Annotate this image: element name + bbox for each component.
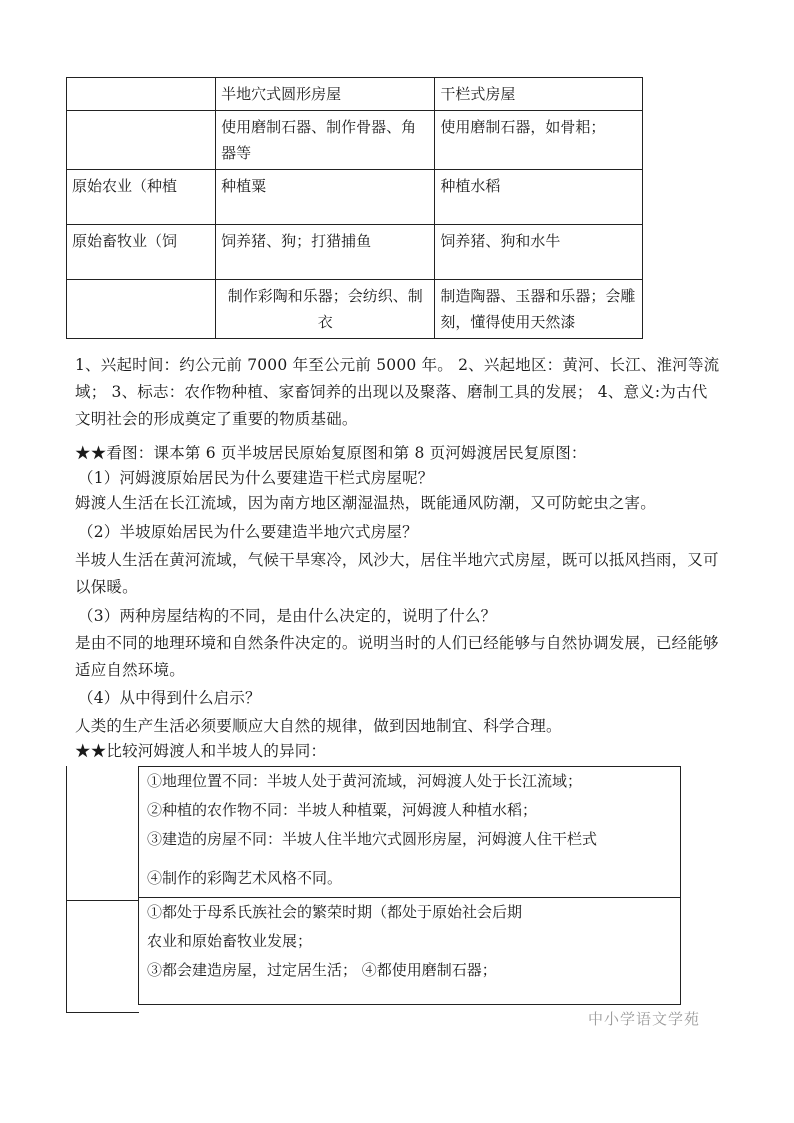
cell-banpo: 制作彩陶和乐器；会纺织、制衣 — [216, 280, 435, 339]
answer-3: 是由不同的地理环境和自然条件决定的。说明当时的人们已经能够与自然协调发展，已经能够适应自然环境。 — [75, 634, 719, 679]
row-label: 原始农业（种植 — [67, 170, 216, 225]
row-label — [67, 111, 216, 170]
question-3: （3）两种房屋结构的不同，是由什么决定的，说明了什么？ — [78, 607, 497, 625]
difference-item: ①地理位置不同：半坡人处于黄河流域，河姆渡人处于长江流域； — [147, 772, 583, 790]
compare-label-divider — [66, 900, 138, 901]
differences-row — [139, 767, 681, 898]
difference-spacer — [147, 854, 672, 864]
row-label: 原始畜牧业（饲 — [67, 225, 216, 280]
difference-item: ③建造的房屋不同：半坡人住半地穴式圆形房屋，河姆渡人住干栏式 — [147, 830, 598, 848]
summary-paragraph: 1、兴起时间：约公元前 7000 年至公元前 5000 年。 2、兴起地区：黄河、长江、淮河等流域； 3、标志：农作物种植、家畜饲养的出现以及聚落、磨制工具的发展； 4、意义:为古代文明社会的形成奠定了重要的物质基础。 — [75, 356, 720, 428]
cell-hemudu: 制造陶器、玉器和乐器；会雕刻，懂得使用天然漆 — [435, 280, 643, 339]
question-1: （1）河姆渡原始居民为什么要建造干栏式房屋呢？ — [78, 469, 434, 487]
section-heading-compare: ★★比较河姆渡人和半坡人的异同： — [75, 742, 327, 760]
table-row — [67, 225, 643, 280]
answer-1: 姆渡人生活在长江流域，因为南方地区潮湿温热，既能通风防潮，又可防蛇虫之害。 — [75, 494, 656, 512]
cell-banpo: 使用磨制石器、制作骨器、角器等 — [216, 111, 435, 170]
answer-2: 半坡人生活在黄河流域，气候干旱寒冷，风沙大，居住半地穴式房屋，既可以抵风挡雨，又可以保暖。 — [75, 551, 719, 596]
similarities-row — [139, 898, 681, 1005]
compare-label-column — [66, 766, 139, 1013]
comparison-table-1 — [66, 77, 643, 339]
table-row — [67, 111, 643, 170]
section-heading: ★★看图：课本第 6 页半坡居民原始复原图和第 8 页河姆渡居民复原图： — [75, 444, 587, 462]
row-label — [67, 280, 216, 339]
table-header-row — [67, 78, 643, 111]
comparison-table-2 — [138, 766, 681, 1005]
header-cell-banpo: 半地穴式圆形房屋 — [216, 78, 435, 111]
question-4: （4）从中得到什么启示？ — [78, 689, 261, 707]
header-cell-empty — [67, 78, 216, 111]
watermark-logo: 中小学语文学苑 — [588, 1010, 701, 1028]
cell-hemudu: 种植水稻 — [435, 170, 643, 225]
question-2: （2）半坡原始居民为什么要建造半地穴式房屋？ — [78, 523, 418, 541]
difference-item: ②种植的农作物不同：半坡人种植粟，河姆渡人种植水稻； — [147, 801, 538, 819]
similarity-item: 农业和原始畜牧业发展； — [147, 932, 313, 950]
difference-item: ④制作的彩陶艺术风格不同。 — [147, 869, 343, 887]
header-cell-hemudu: 干栏式房屋 — [435, 78, 643, 111]
table-row — [67, 170, 643, 225]
cell-hemudu: 饲养猪、狗和水牛 — [435, 225, 643, 280]
cell-banpo: 种植粟 — [216, 170, 435, 225]
similarities-cell — [139, 898, 681, 1005]
similarity-item: ①都处于母系氏族社会的繁荣时期（都处于原始社会后期 — [147, 903, 523, 921]
table-row — [67, 280, 643, 339]
cell-banpo: 饲养猪、狗；打猎捕鱼 — [216, 225, 435, 280]
differences-cell — [139, 767, 681, 898]
similarity-item: ③都会建造房屋，过定居生活； ④都使用磨制石器； — [147, 961, 497, 979]
cell-hemudu: 使用磨制石器，如骨耜； — [435, 111, 643, 170]
answer-4: 人类的生产生活必须要顺应大自然的规律，做到因地制宜、科学合理。 — [75, 717, 562, 735]
